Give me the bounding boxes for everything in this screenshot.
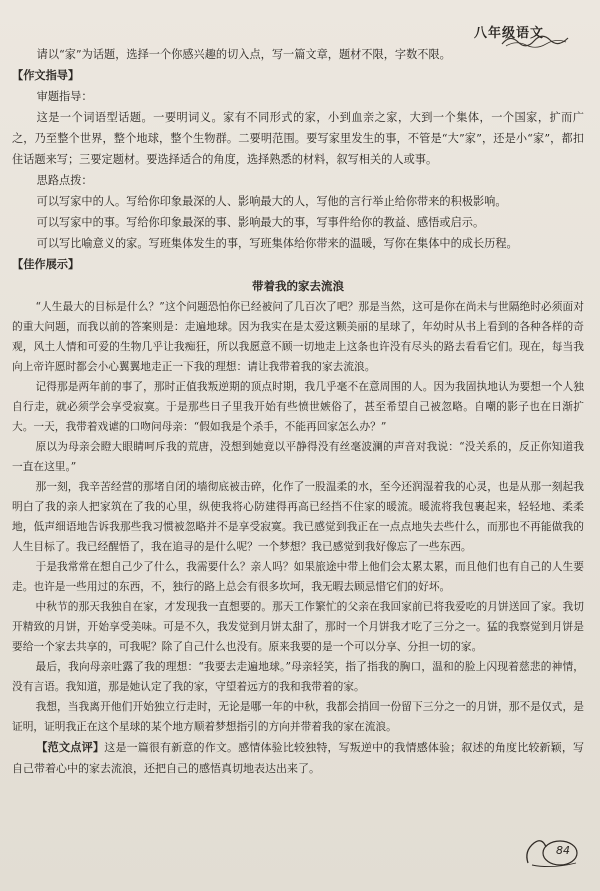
shenti-text: 这是一个词语型话题。一要明词义。家有不同形式的家，小到血亲之家，大到一个集体，一个国家，扩而广之，乃至整个世界，整个地球，整个生物群。二要明范围。要写家里发生的事，不管是“大”家”，还是小“家”，都扣住话题来写；三要定题材。要选择适合的角度，选择熟悉的材料，叙写相关的人或事。 — [12, 111, 584, 166]
essay-paragraph: 那一刻，我辛苦经营的那堵自闭的墙彻底被击碎，化作了一股温柔的水，至今还润湿着我的心灵，也是从那一刻起我明白了我的亲人把家筑在了我的心里，纵使我将心防建得再高已经挡不住家的暖流。暖流将我包裹起来，轻轻地、柔柔地，低声细语地告诉我那些我习惯被忽略并不是享受寂寞。我已感觉到我正在一点点地失去些什么，而那也不再能做我的人生目标了。我已经醒悟了，我在追寻的是什么呢？一个梦想？我已感觉到我好像忘了一些东西。 — [12, 480, 584, 553]
guidance-heading: 【作文指导】 — [12, 69, 80, 82]
page-number: 84 — [556, 844, 570, 857]
shenti-label: 审题指导： — [36, 90, 93, 103]
silu-line-2: 可以写家中的事。写给你印象最深的事、影响最大的事，写事件给你的教益、感悟或启示。 — [36, 216, 485, 229]
comment-text: 这是一篇很有新意的作文。感情体验比较独特，写叛逆中的我情感体验；叙述的角度比较新颖，写自己带着心中的家去流浪，还把自己的感悟真切地表达出来了。 — [12, 741, 584, 775]
comment-paragraph — [12, 737, 584, 779]
silu-line-1: 可以写家中的人。写给你印象最深的人、影响最大的人，写他的言行举止给你带来的积极影响。 — [36, 195, 507, 208]
content — [12, 44, 584, 779]
essay-title: 带着我的家去流浪 — [252, 279, 344, 293]
writing-prompt: 请以“家”为话题，选择一个你感兴趣的切入点，写一篇文章，题材不限，字数不限。 — [36, 48, 451, 61]
silu-label: 思路点拨： — [36, 174, 93, 187]
essay-body — [12, 297, 584, 737]
page-number-decoration — [522, 833, 580, 869]
essay-paragraph: 最后，我向母亲吐露了我的理想：“我要去走遍地球。”母亲轻笑，指了指我的胸口，温和的脸上闪现着慈悲的神情，没有言语。我知道，那是她认定了我的家，守望着远方的我和我带着的家。 — [12, 660, 584, 693]
essay-paragraph: 记得那是两年前的事了，那时正值我叛逆期的顶点时期，我几乎毫不在意周围的人。因为我固执地认为要想一个人独自行走，就必须学会享受寂寞。于是那些日子里我开始有些愤世嫉俗了，甚至希望自己被忽略。自嘲的影子也在日渐扩大。一天，我带着戏谑的口吻问母亲：“假如我是个杀手，不能再回家怎么办？” — [12, 380, 584, 433]
essay-paragraph: 原以为母亲会瞪大眼睛呵斥我的荒唐，没想到她竟以平静得没有丝毫波澜的声音对我说：“没关系的，反正你知道我一直在这里。” — [12, 440, 584, 473]
silu-line-3: 可以写比喻意义的家。写班集体发生的事，写班集体给你带来的温暖，写你在集体中的成长历程。 — [36, 237, 518, 250]
comment-block — [12, 737, 584, 779]
showcase-heading: 【佳作展示】 — [12, 258, 80, 271]
header-subject: 八年级语文 — [473, 26, 544, 41]
essay-paragraph: 于是我常常在想自己少了什么，我需要什么？亲人吗？如果旅途中带上他们会太累太累，而且他们也有自己的人生要走。也许是一些用过的东西，不，独行的路上总会有很多坎坷，我无暇去顾忌惜它们的好坏。 — [12, 560, 584, 593]
essay-paragraph: 我想，当我离开他们开始独立行走时，无论是哪一年的中秋，我都会捎回一份留下三分之一的月饼，那不是仅式，是证明，证明我正在这个星球的某个地方顺着梦想指引的方向并带着我的家在流浪。 — [12, 700, 584, 733]
comment-heading: 【范文点评】 — [36, 741, 105, 754]
essay-paragraph: “人生最大的目标是什么？”这个问题恐怕你已经被问了几百次了吧？那是当然，这可是你在尚未与世隔绝时必须面对的重大问题，而我以前的答案则是：走遍地球。因为我实在是太爱这颗美丽的星球了，年幼时从书上看到的各种各样的奇观，风土人情和可爱的生物几乎让我痴狂，所以我愿意不顾一切地走上这条也许没有尽头的路去看看它们。现在，每当我向上帝许愿时都会小心翼翼地走正一下我的理想：请让我带着我的家去流浪。 — [12, 300, 584, 373]
essay-paragraph: 中秋节的那天我独自在家，才发现我一直想要的。那天工作繁忙的父亲在我回家前已将我爱吃的月饼送回了家。我切开精致的月饼，开始享受美味。可是不久，我发觉到月饼太甜了，那时一个月饼我才吃了三分之一。猛的我察觉到月饼是要给一个家去共享的，可我呢？除了自己什么也没有。原来我要的是一个可以分享、分担一切的家。 — [12, 600, 584, 653]
